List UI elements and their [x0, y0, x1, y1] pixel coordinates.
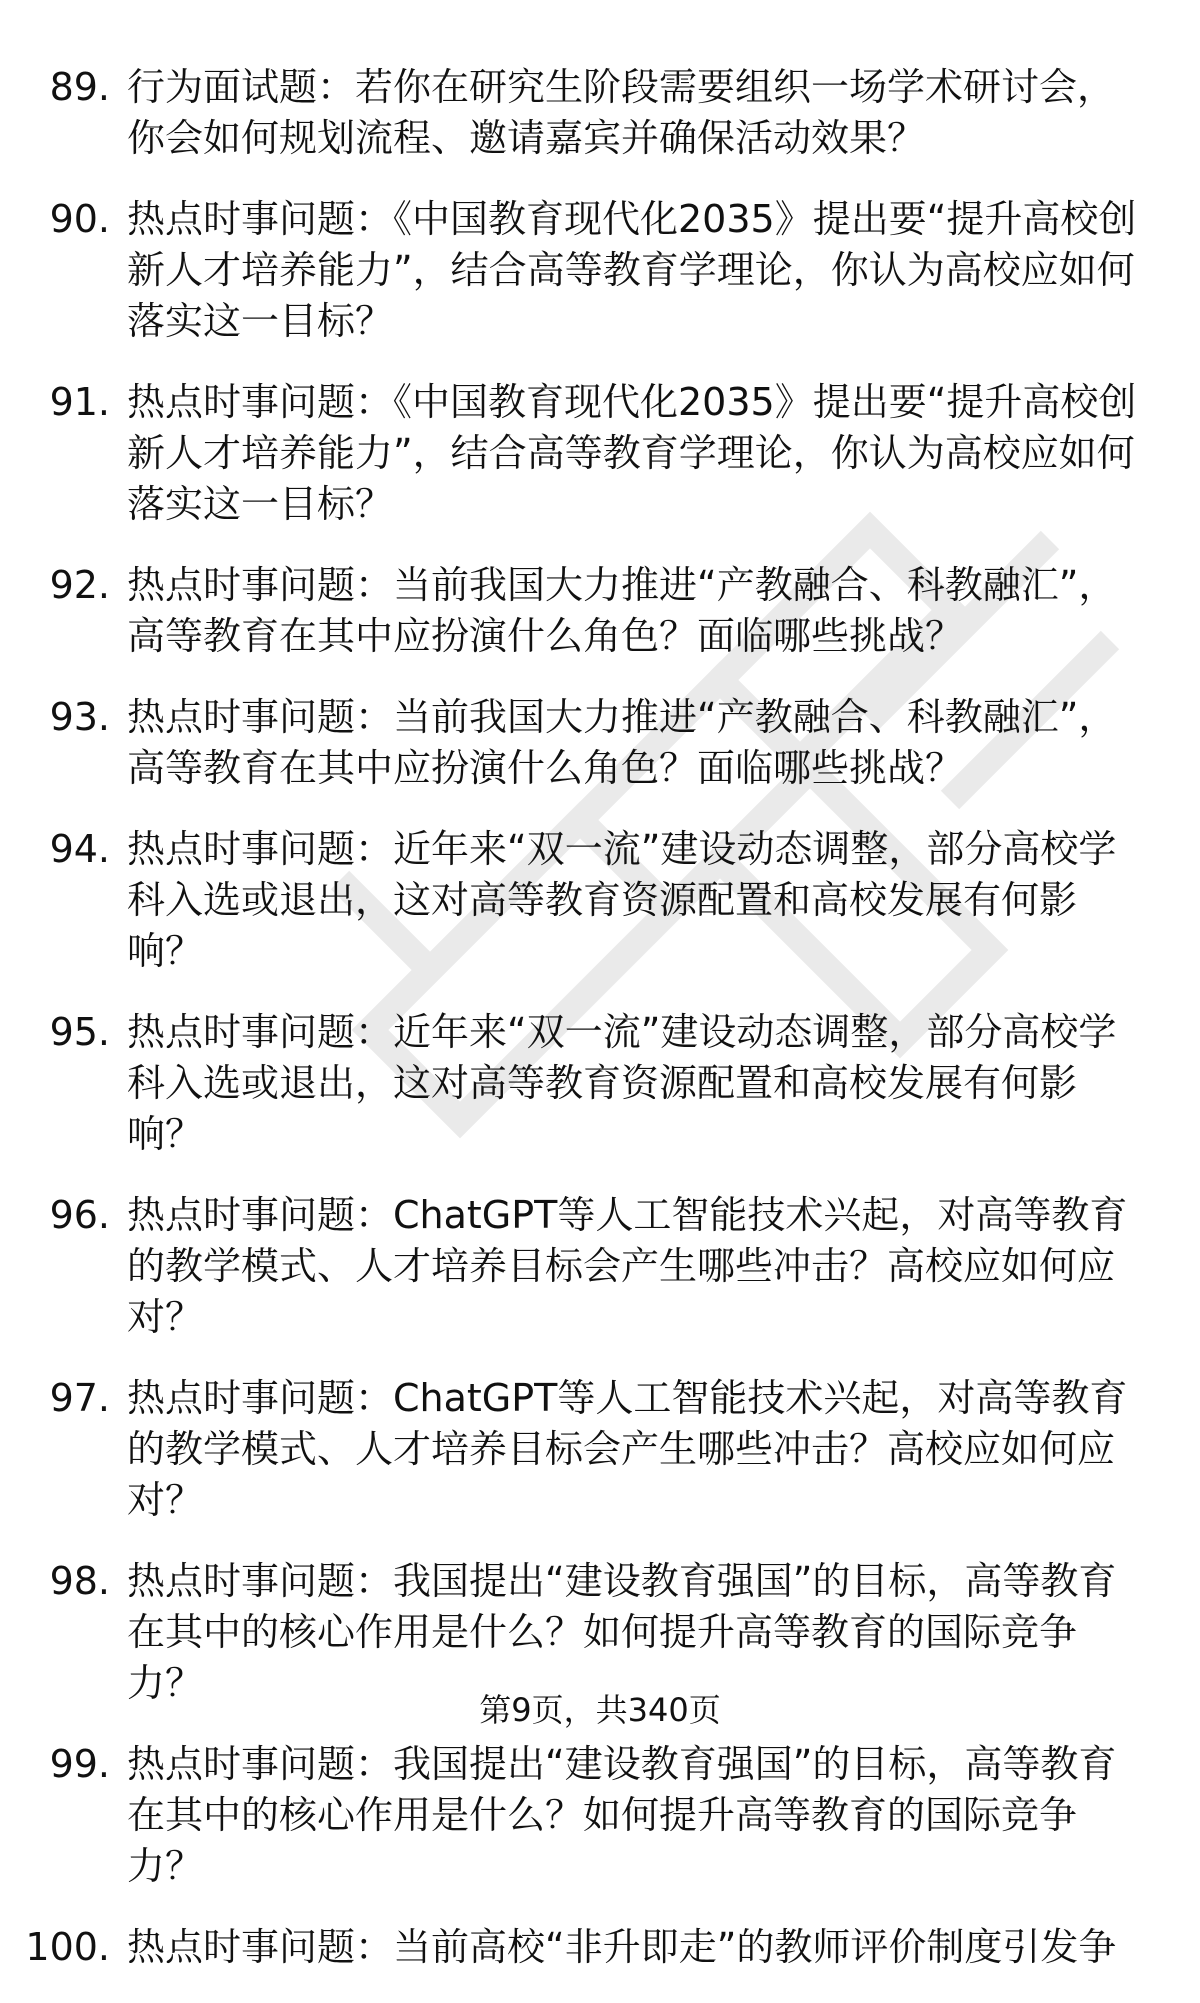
question-item-96	[0, 1190, 1200, 1343]
question-number: 96.	[49, 1193, 110, 1237]
question-text: 热点时事问题：近年来“双一流”建设动态调整，部分高校学科入选或退出，这对高等教育资源配置和高校发展有何影响？	[127, 827, 1117, 973]
question-item-89	[0, 62, 1200, 164]
question-text: 热点时事问题：当前高校“非升即走”的教师评价制度引发争	[127, 1925, 1117, 1969]
question-number: 90.	[49, 197, 110, 241]
question-text: 热点时事问题：《中国教育现代化2035》提出要“提升高校创新人才培养能力”，结合高等教育学理论，你认为高校应如何落实这一目标？	[127, 380, 1137, 526]
question-item-91	[0, 377, 1200, 530]
question-text: 热点时事问题：《中国教育现代化2035》提出要“提升高校创新人才培养能力”，结合高等教育学理论，你认为高校应如何落实这一目标？	[127, 197, 1137, 343]
question-number: 98.	[49, 1559, 110, 1603]
question-item-99	[0, 1739, 1200, 1892]
question-item-98	[0, 1556, 1200, 1709]
question-text: 热点时事问题：ChatGPT等人工智能技术兴起，对高等教育的教学模式、人才培养目标会产生哪些冲击？高校应如何应对？	[127, 1376, 1128, 1522]
question-text: 热点时事问题：当前我国大力推进“产教融合、科教融汇”，高等教育在其中应扮演什么角色？面临哪些挑战？	[127, 563, 1117, 658]
question-number: 89.	[49, 65, 110, 109]
question-item-97	[0, 1373, 1200, 1526]
question-text: 热点时事问题：当前我国大力推进“产教融合、科教融汇”，高等教育在其中应扮演什么角色？面临哪些挑战？	[127, 695, 1117, 790]
question-number: 97.	[49, 1376, 110, 1420]
question-number: 91.	[49, 380, 110, 424]
question-number: 99.	[49, 1742, 110, 1786]
question-number: 94.	[49, 827, 110, 871]
question-number: 100.	[25, 1925, 110, 1969]
question-item-92	[0, 560, 1200, 662]
question-text: 热点时事问题：近年来“双一流”建设动态调整，部分高校学科入选或退出，这对高等教育资源配置和高校发展有何影响？	[127, 1010, 1117, 1156]
question-text: 热点时事问题：ChatGPT等人工智能技术兴起，对高等教育的教学模式、人才培养目标会产生哪些冲击？高校应如何应对？	[127, 1193, 1128, 1339]
question-item-90	[0, 194, 1200, 347]
question-number: 93.	[49, 695, 110, 739]
question-text: 热点时事问题：我国提出“建设教育强国”的目标，高等教育在其中的核心作用是什么？如何提升高等教育的国际竞争力？	[127, 1559, 1117, 1705]
question-item-93	[0, 692, 1200, 794]
question-item-100	[0, 1922, 1200, 1973]
question-item-95	[0, 1007, 1200, 1160]
question-number: 95.	[49, 1010, 110, 1054]
question-text: 行为面试题：若你在研究生阶段需要组织一场学术研讨会，你会如何规划流程、邀请嘉宾并确保活动效果？	[127, 65, 1116, 160]
page-number-footer: 第9页，共340页	[479, 1691, 721, 1729]
question-item-94	[0, 824, 1200, 977]
question-text: 热点时事问题：我国提出“建设教育强国”的目标，高等教育在其中的核心作用是什么？如何提升高等教育的国际竞争力？	[127, 1742, 1117, 1888]
question-number: 92.	[49, 563, 110, 607]
